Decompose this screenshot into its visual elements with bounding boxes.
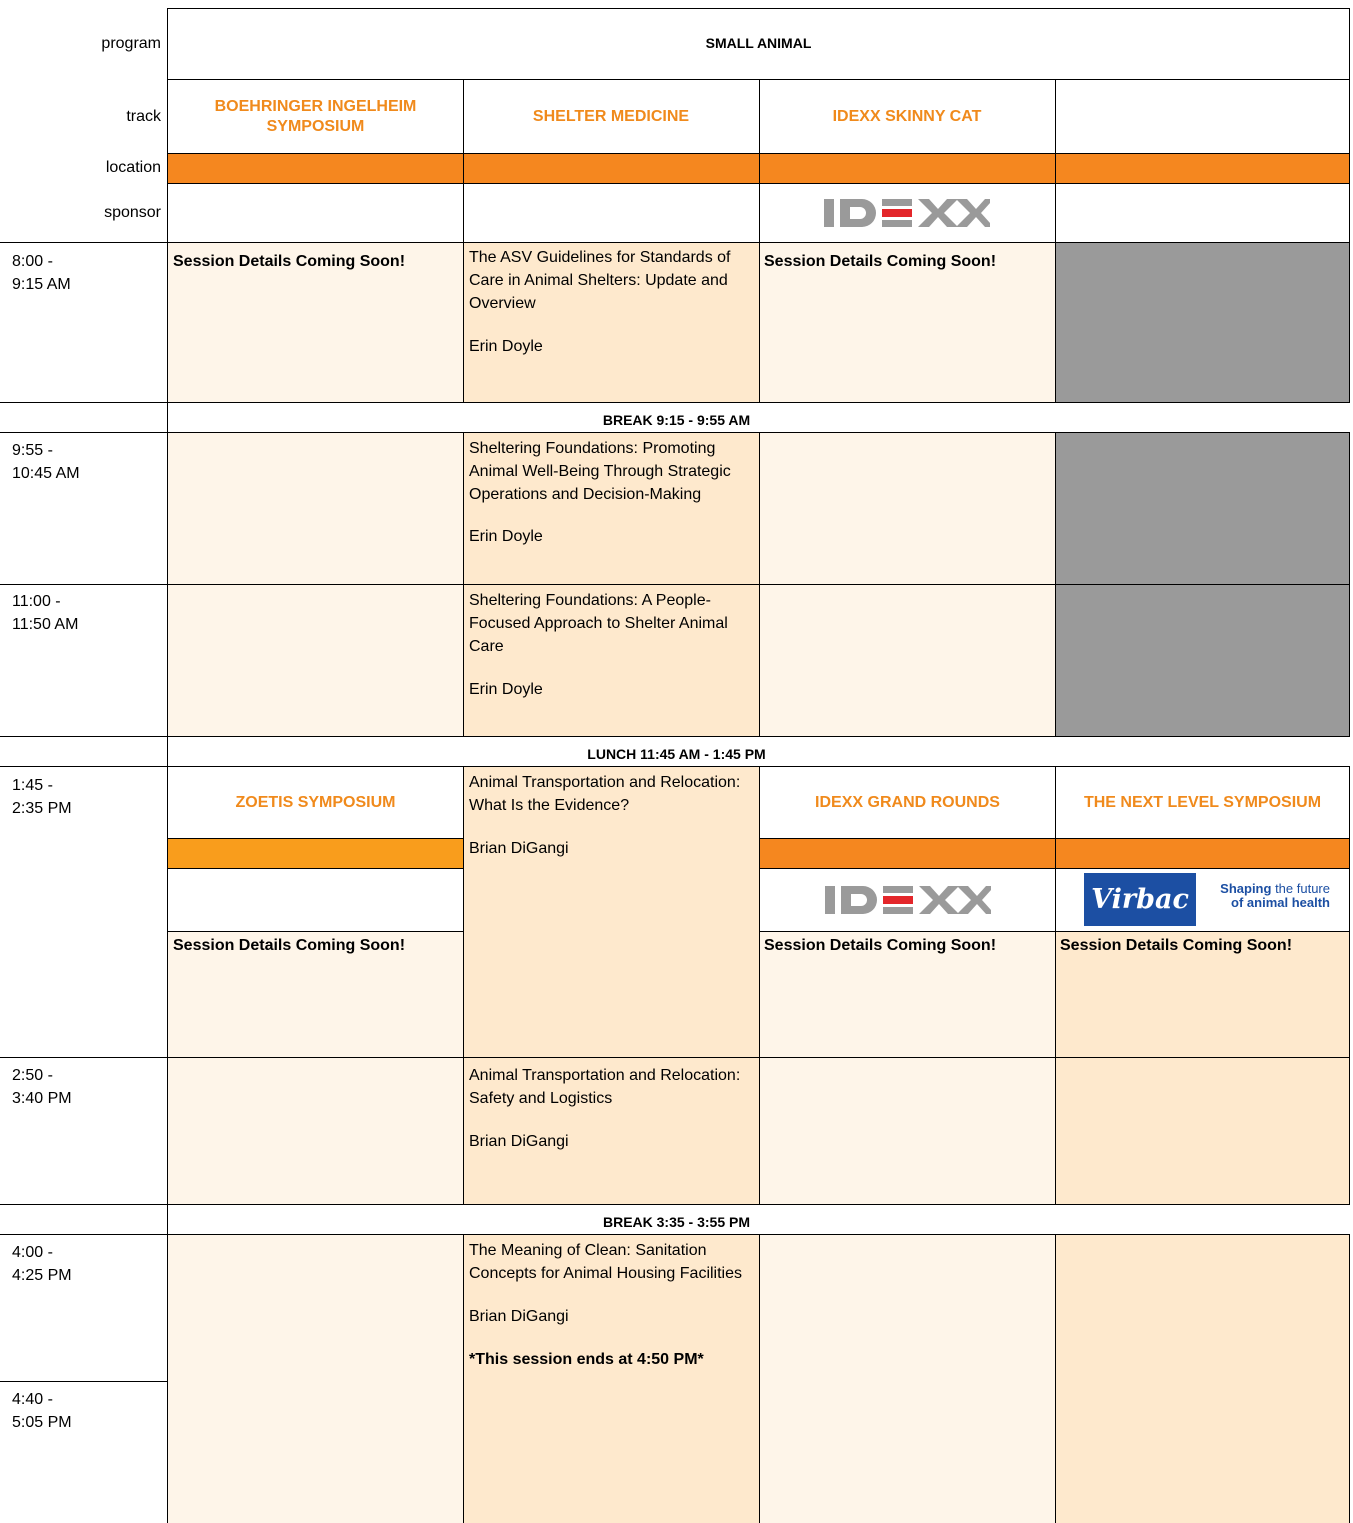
tagline-part: of animal health [1231, 895, 1330, 910]
time-end: 4:25 PM [12, 1267, 72, 1284]
grid-line [0, 1204, 1350, 1205]
slot2-time [12, 439, 80, 485]
session-title: Sheltering Foundations: Promoting Animal Well-Being Through Strategic Operations and Decision-Making [469, 440, 731, 503]
slot3-col1 [168, 585, 463, 736]
session-speaker: Erin Doyle [469, 338, 543, 355]
virbac-brand: Virbac [1084, 873, 1196, 926]
grid-line [0, 766, 1350, 767]
session-title: Animal Transportation and Relocation: What Is the Evidence? [469, 774, 741, 814]
session-title: The ASV Guidelines for Standards of Care in Animal Shelters: Update and Overview [469, 249, 731, 312]
virbac-tagline [1202, 882, 1330, 910]
grid-line [167, 79, 1350, 80]
session-tbd: Session Details Coming Soon! [1060, 937, 1293, 954]
grid-line [0, 1381, 168, 1382]
grid-line [167, 153, 1350, 154]
time-end: 10:45 AM [12, 465, 80, 482]
grid-line [167, 868, 463, 869]
time-start: 4:40 - [12, 1391, 53, 1408]
grid-line [0, 1057, 1350, 1058]
slot2-col4 [1056, 433, 1349, 584]
slot6-col2 [464, 1235, 759, 1523]
track-label: track [126, 108, 161, 125]
virbac-logo [1056, 869, 1349, 931]
slot5-time [12, 1064, 72, 1110]
track-boehringer: BOEHRINGER INGELHEIM SYMPOSIUM [214, 97, 417, 135]
tagline-part: the future [1275, 881, 1330, 896]
idexx-logo [759, 184, 1055, 242]
slot4-col3 [760, 932, 1055, 1057]
time-end: 9:15 AM [12, 276, 71, 293]
time-start: 4:00 - [12, 1244, 53, 1261]
slot6-col1 [168, 1235, 463, 1523]
grid-line [759, 931, 1350, 932]
grid-line [463, 1235, 464, 1523]
sponsor-label: sponsor [104, 204, 161, 221]
slot6-col3 [760, 1235, 1055, 1523]
program-label: program [101, 35, 161, 52]
grid-line [167, 838, 463, 839]
grid-line [759, 838, 1350, 839]
grid-line [1055, 767, 1056, 1204]
slot6-col4 [1056, 1235, 1349, 1523]
session-title: Sheltering Foundations: A People-Focused Approach to Shelter Animal Care [469, 592, 728, 655]
session-speaker: Brian DiGangi [469, 840, 569, 857]
track-next-level: THE NEXT LEVEL SYMPOSIUM [1083, 793, 1322, 811]
grid-line [1349, 767, 1350, 1204]
session-speaker: Erin Doyle [469, 528, 543, 545]
slot4-time [12, 774, 72, 820]
break-banner: BREAK 9:15 - 9:55 AM [602, 412, 751, 428]
time-end: 3:40 PM [12, 1090, 72, 1107]
slot5-col4 [1056, 1058, 1349, 1204]
grid-line [0, 736, 1350, 737]
grid-line [759, 80, 760, 402]
track-idexx-grand-rounds: IDEXX GRAND ROUNDS [815, 793, 1000, 811]
slot3-col4 [1056, 585, 1349, 736]
slot1-col4 [1056, 243, 1349, 402]
grid-line [1055, 80, 1056, 402]
track-zoetis: ZOETIS SYMPOSIUM [235, 793, 396, 811]
session-speaker: Brian DiGangi [469, 1308, 569, 1325]
grid-line [0, 1234, 1350, 1235]
time-end: 5:05 PM [12, 1414, 72, 1431]
track-idexx-skinny-cat: IDEXX SKINNY CAT [832, 107, 982, 125]
slot3-col2 [464, 585, 759, 736]
grid-line [0, 242, 1350, 243]
grid-line [463, 767, 464, 1204]
slot2-col2 [464, 433, 759, 584]
grid-line [167, 183, 1350, 184]
slot4-col4 [1056, 932, 1349, 1057]
session-tbd: Session Details Coming Soon! [764, 253, 997, 270]
slot1-time [12, 250, 71, 296]
slot5-col2 [464, 1058, 759, 1204]
slot5-col3 [760, 1058, 1055, 1204]
session-speaker: Erin Doyle [469, 681, 543, 698]
session-tbd: Session Details Coming Soon! [173, 253, 406, 270]
grid-line [463, 80, 464, 402]
slot4-col2 [464, 767, 759, 1057]
lunch-banner: LUNCH 11:45 AM - 1:45 PM [587, 746, 766, 762]
time-start: 8:00 - [12, 253, 53, 270]
tagline-part: Shaping [1220, 881, 1272, 896]
slot2-col3 [760, 433, 1055, 584]
time-start: 1:45 - [12, 777, 53, 794]
location-bar [168, 839, 463, 868]
grid-line [167, 931, 463, 932]
grid-line [0, 432, 1350, 433]
session-title: The Meaning of Clean: Sanitation Concepts for Animal Housing Facilities [469, 1242, 743, 1282]
slot3-time [12, 590, 78, 636]
session-tbd: Session Details Coming Soon! [764, 937, 997, 954]
session-tbd: Session Details Coming Soon! [173, 937, 406, 954]
time-end: 11:50 AM [12, 616, 79, 633]
track-empty [1055, 80, 1349, 153]
program-value: SMALL ANIMAL [705, 35, 812, 51]
grid-line [0, 402, 1350, 403]
grid-line [167, 8, 1350, 9]
slot4-col1 [168, 932, 463, 1057]
time-start: 9:55 - [12, 442, 53, 459]
slot1-col1 [168, 243, 463, 402]
grid-line [1349, 1235, 1350, 1523]
session-title: Animal Transportation and Relocation: Safety and Logistics [469, 1067, 741, 1107]
slot6-time [12, 1241, 72, 1287]
slot1-col2 [464, 243, 759, 402]
grid-line [1055, 1235, 1056, 1523]
slot1-col3 [760, 243, 1055, 402]
break-banner: BREAK 3:35 - 3:55 PM [602, 1214, 751, 1230]
slot7-time [12, 1388, 72, 1434]
grid-line [759, 767, 760, 1204]
time-start: 11:00 - [12, 593, 61, 610]
idexx-logo [760, 869, 1055, 931]
session-speaker: Brian DiGangi [469, 1133, 569, 1150]
grid-line [1349, 8, 1350, 402]
track-shelter-medicine: SHELTER MEDICINE [532, 107, 690, 125]
time-end: 2:35 PM [12, 800, 72, 817]
grid-line [759, 1235, 760, 1523]
grid-line [759, 868, 1350, 869]
location-label: location [105, 159, 161, 176]
slot3-col3 [760, 585, 1055, 736]
time-start: 2:50 - [12, 1067, 53, 1084]
grid-line [0, 584, 1350, 585]
slot2-col1 [168, 433, 463, 584]
slot5-col1 [168, 1058, 463, 1204]
session-note: *This session ends at 4:50 PM* [469, 1351, 704, 1368]
